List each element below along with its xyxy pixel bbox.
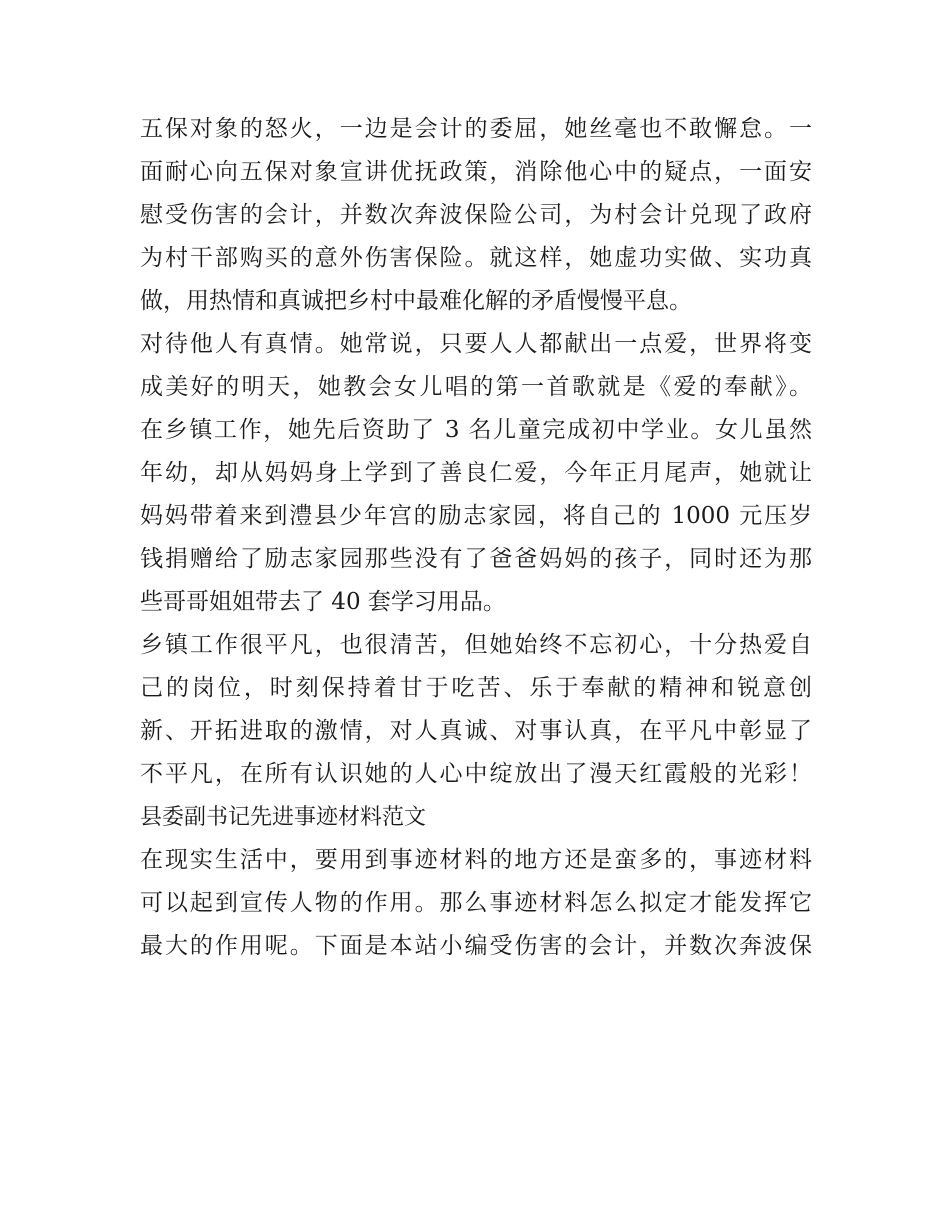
text-line: 为村干部购买的意外伤害保险。就这样，她虚功实做、实功真 xyxy=(140,245,812,271)
text-line: 年幼，却从妈妈身上学到了善良仁爱，今年正月尾声，她就让 xyxy=(140,460,812,486)
text-line: 新、开拓进取的激情，对人真诚、对事认真，在平凡中彰显了 xyxy=(140,718,812,744)
section-heading: 县委副书记先进事迹材料范文 xyxy=(140,805,427,830)
text-line: 些哥哥姐姐带去了 40 套学习用品。 xyxy=(140,589,506,615)
document-body xyxy=(140,108,812,968)
text-line: 做，用热情和真诚把乡村中最难化解的矛盾慢慢平息。 xyxy=(140,288,692,314)
text-line: 慰受伤害的会计，并数次奔波保险公司，为村会计兑现了政府 xyxy=(140,202,812,228)
text-line: 妈妈带着来到澧县少年宫的励志家园，将自己的 1000 元压岁 xyxy=(140,503,812,529)
text-line: 成美好的明天，她教会女儿唱的第一首歌就是《爱的奉献》。 xyxy=(140,374,812,400)
text-line: 五保对象的怒火，一边是会计的委屈，她丝毫也不敢懈怠。一 xyxy=(140,116,812,142)
text-line: 可以起到宣传人物的作用。那么事迹材料怎么拟定才能发挥它 xyxy=(140,890,812,916)
text-line: 对待他人有真情。她常说，只要人人都献出一点爱，世界将变 xyxy=(140,331,812,357)
text-line: 不平凡，在所有认识她的人心中绽放出了漫天红霞般的光彩！ xyxy=(140,761,812,787)
text-line: 钱捐赠给了励志家园那些没有了爸爸妈妈的孩子，同时还为那 xyxy=(140,546,812,572)
text-line: 最大的作用呢。下面是本站小编受伤害的会计，并数次奔波保 xyxy=(140,933,812,959)
text-line: 在现实生活中，要用到事迹材料的地方还是蛮多的，事迹材料 xyxy=(140,847,812,873)
text-line: 在乡镇工作，她先后资助了 3 名儿童完成初中学业。女儿虽然 xyxy=(140,417,812,443)
text-line: 己的岗位，时刻保持着甘于吃苦、乐于奉献的精神和锐意创 xyxy=(140,675,812,701)
text-line: 面耐心向五保对象宣讲优抚政策，消除他心中的疑点，一面安 xyxy=(140,159,812,185)
text-line: 乡镇工作很平凡，也很清苦，但她始终不忘初心，十分热爱自 xyxy=(140,632,812,658)
